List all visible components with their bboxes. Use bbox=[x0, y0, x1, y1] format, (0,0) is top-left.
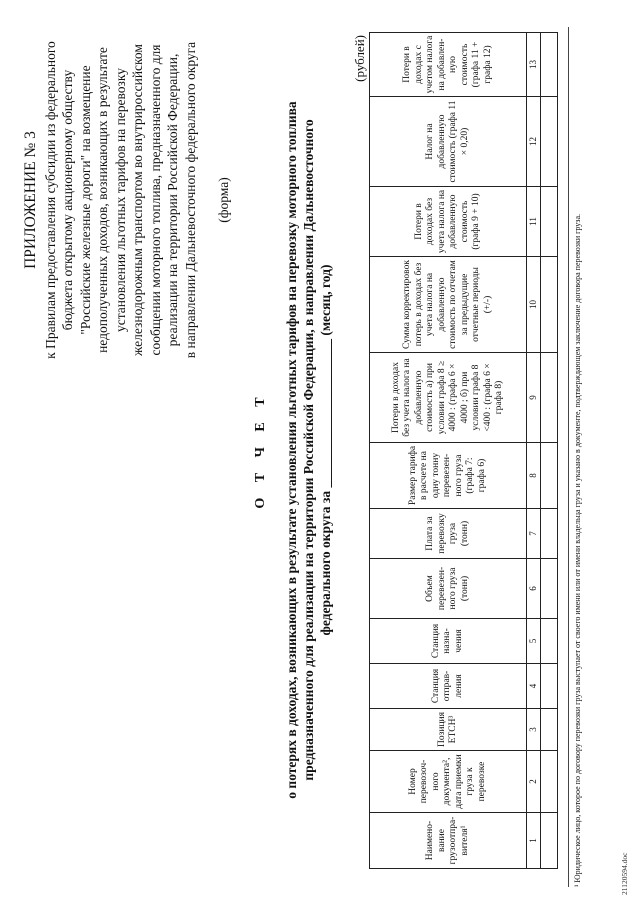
appendix-line: установления льготных тарифов на перевозку bbox=[112, 67, 128, 333]
column-header: Потери в доходах с учетом налога на добавлен-ную стоимость (графа 11 + графа 12) bbox=[370, 33, 527, 97]
empty-cell bbox=[541, 751, 558, 813]
empty-cell bbox=[541, 664, 558, 709]
column-number: 4 bbox=[527, 664, 541, 709]
report-table-wrapper bbox=[369, 33, 558, 869]
appendix-line: реализации на территории Российской Федерации, bbox=[165, 53, 180, 347]
column-header: Объем перевезен-ного груза (тонн) bbox=[370, 559, 527, 619]
column-number: 9 bbox=[527, 353, 541, 443]
empty-cell bbox=[541, 97, 558, 187]
form-label: (форма) bbox=[216, 177, 231, 223]
report-subtitle bbox=[283, 55, 334, 845]
report-subtitle-line: федерального округа за ______________________ (месяц, год) bbox=[318, 264, 333, 636]
appendix-title: ПРИЛОЖЕНИЕ № 3 bbox=[22, 131, 39, 269]
empty-data-row bbox=[541, 33, 558, 869]
column-number: 3 bbox=[527, 709, 541, 751]
appendix-line: железнодорожным транспортом во внутрироссийском bbox=[130, 44, 145, 356]
column-header: Позиция ЕТСН³ bbox=[370, 709, 527, 751]
report-subtitle-line: о потерях в доходах, возникающих в результате установления льготных тарифов на перевозку моторного топлива bbox=[284, 101, 299, 799]
empty-cell bbox=[541, 559, 558, 619]
appendix-line: в направлении Дальневосточного федерального округа bbox=[182, 41, 198, 359]
column-number: 8 bbox=[527, 443, 541, 509]
column-number: 1 bbox=[527, 813, 541, 869]
column-number: 10 bbox=[527, 257, 541, 353]
empty-cell bbox=[541, 709, 558, 751]
column-number: 7 bbox=[527, 509, 541, 559]
empty-cell bbox=[541, 443, 558, 509]
empty-cell bbox=[541, 509, 558, 559]
appendix-line: недополученных доходов, возникающих в результате bbox=[95, 47, 110, 353]
report-title: О Т Ч Е Т bbox=[253, 391, 268, 509]
empty-cell bbox=[541, 353, 558, 443]
column-header: Налог на добавленную стоимость (графа 11 × 0,20) bbox=[370, 97, 527, 187]
column-number: 6 bbox=[527, 559, 541, 619]
empty-cell bbox=[541, 33, 558, 97]
units-label: (рублей) bbox=[352, 35, 367, 82]
column-header: Наимено-вание грузоотпра-вителя¹ bbox=[370, 813, 527, 869]
appendix-line: к Правилам предоставления субсидии из федерального bbox=[42, 41, 58, 359]
column-number: 12 bbox=[527, 97, 541, 187]
column-header: Потери в доходах без учета налога на добавленную стоимость (графа 9 + 10) bbox=[370, 187, 527, 257]
column-number: 2 bbox=[527, 751, 541, 813]
column-number: 11 bbox=[527, 187, 541, 257]
column-number: 5 bbox=[527, 619, 541, 664]
appendix-line: сообщении моторного топлива, предназначенного для bbox=[147, 44, 163, 356]
column-header: Станция отправ-ления bbox=[370, 664, 527, 709]
appendix-block bbox=[22, 15, 233, 385]
appendix-line: "Российские железные дороги" на возмещение bbox=[77, 65, 93, 335]
report-subtitle-line: предназначенного для реализации на территории Российской Федерации, в направлении Дальневосточного bbox=[301, 119, 316, 781]
column-header: Потери в доходах без учета налога на добавленную стоимость а) при условии графа 8 ≥ 4000 : (графа 6 × 4000 ; б) при условии графа 8 <400 : (графа 6 × графа 8) bbox=[370, 353, 527, 443]
empty-cell bbox=[541, 619, 558, 664]
column-number: 13 bbox=[527, 33, 541, 97]
document-id: 21120594.doc bbox=[620, 852, 629, 895]
column-header: Размер тарифа в расчете на одну тонну перевезен-ного груза (графа 7: графа 6) bbox=[370, 443, 527, 509]
column-header: Плата за перевозку груза (тонн) bbox=[370, 509, 527, 559]
empty-cell bbox=[541, 187, 558, 257]
column-header: Сумма корректировок потерь в доходах без учета налога на добавленную стоимость по отчетам за предыдущие отчетные периоды (+/-) bbox=[370, 257, 527, 353]
column-header: Номер перевозоч-ного документа², дата приемки груза к перевозке bbox=[370, 751, 527, 813]
column-number-row bbox=[527, 33, 541, 869]
column-header: Станция назна-чения bbox=[370, 619, 527, 664]
footnote: ¹ Юридическое лицо, которое по договору перевозки груза выступает от своего имени или от имени владельца груза и указано в документе, подтверждающем заключение договора перевозки груза. bbox=[568, 27, 583, 887]
empty-cell bbox=[541, 813, 558, 869]
appendix-line: бюджета открытому акционерному обществу bbox=[60, 69, 75, 331]
empty-cell bbox=[541, 257, 558, 353]
report-table bbox=[369, 32, 558, 869]
table-header-row bbox=[370, 33, 527, 869]
